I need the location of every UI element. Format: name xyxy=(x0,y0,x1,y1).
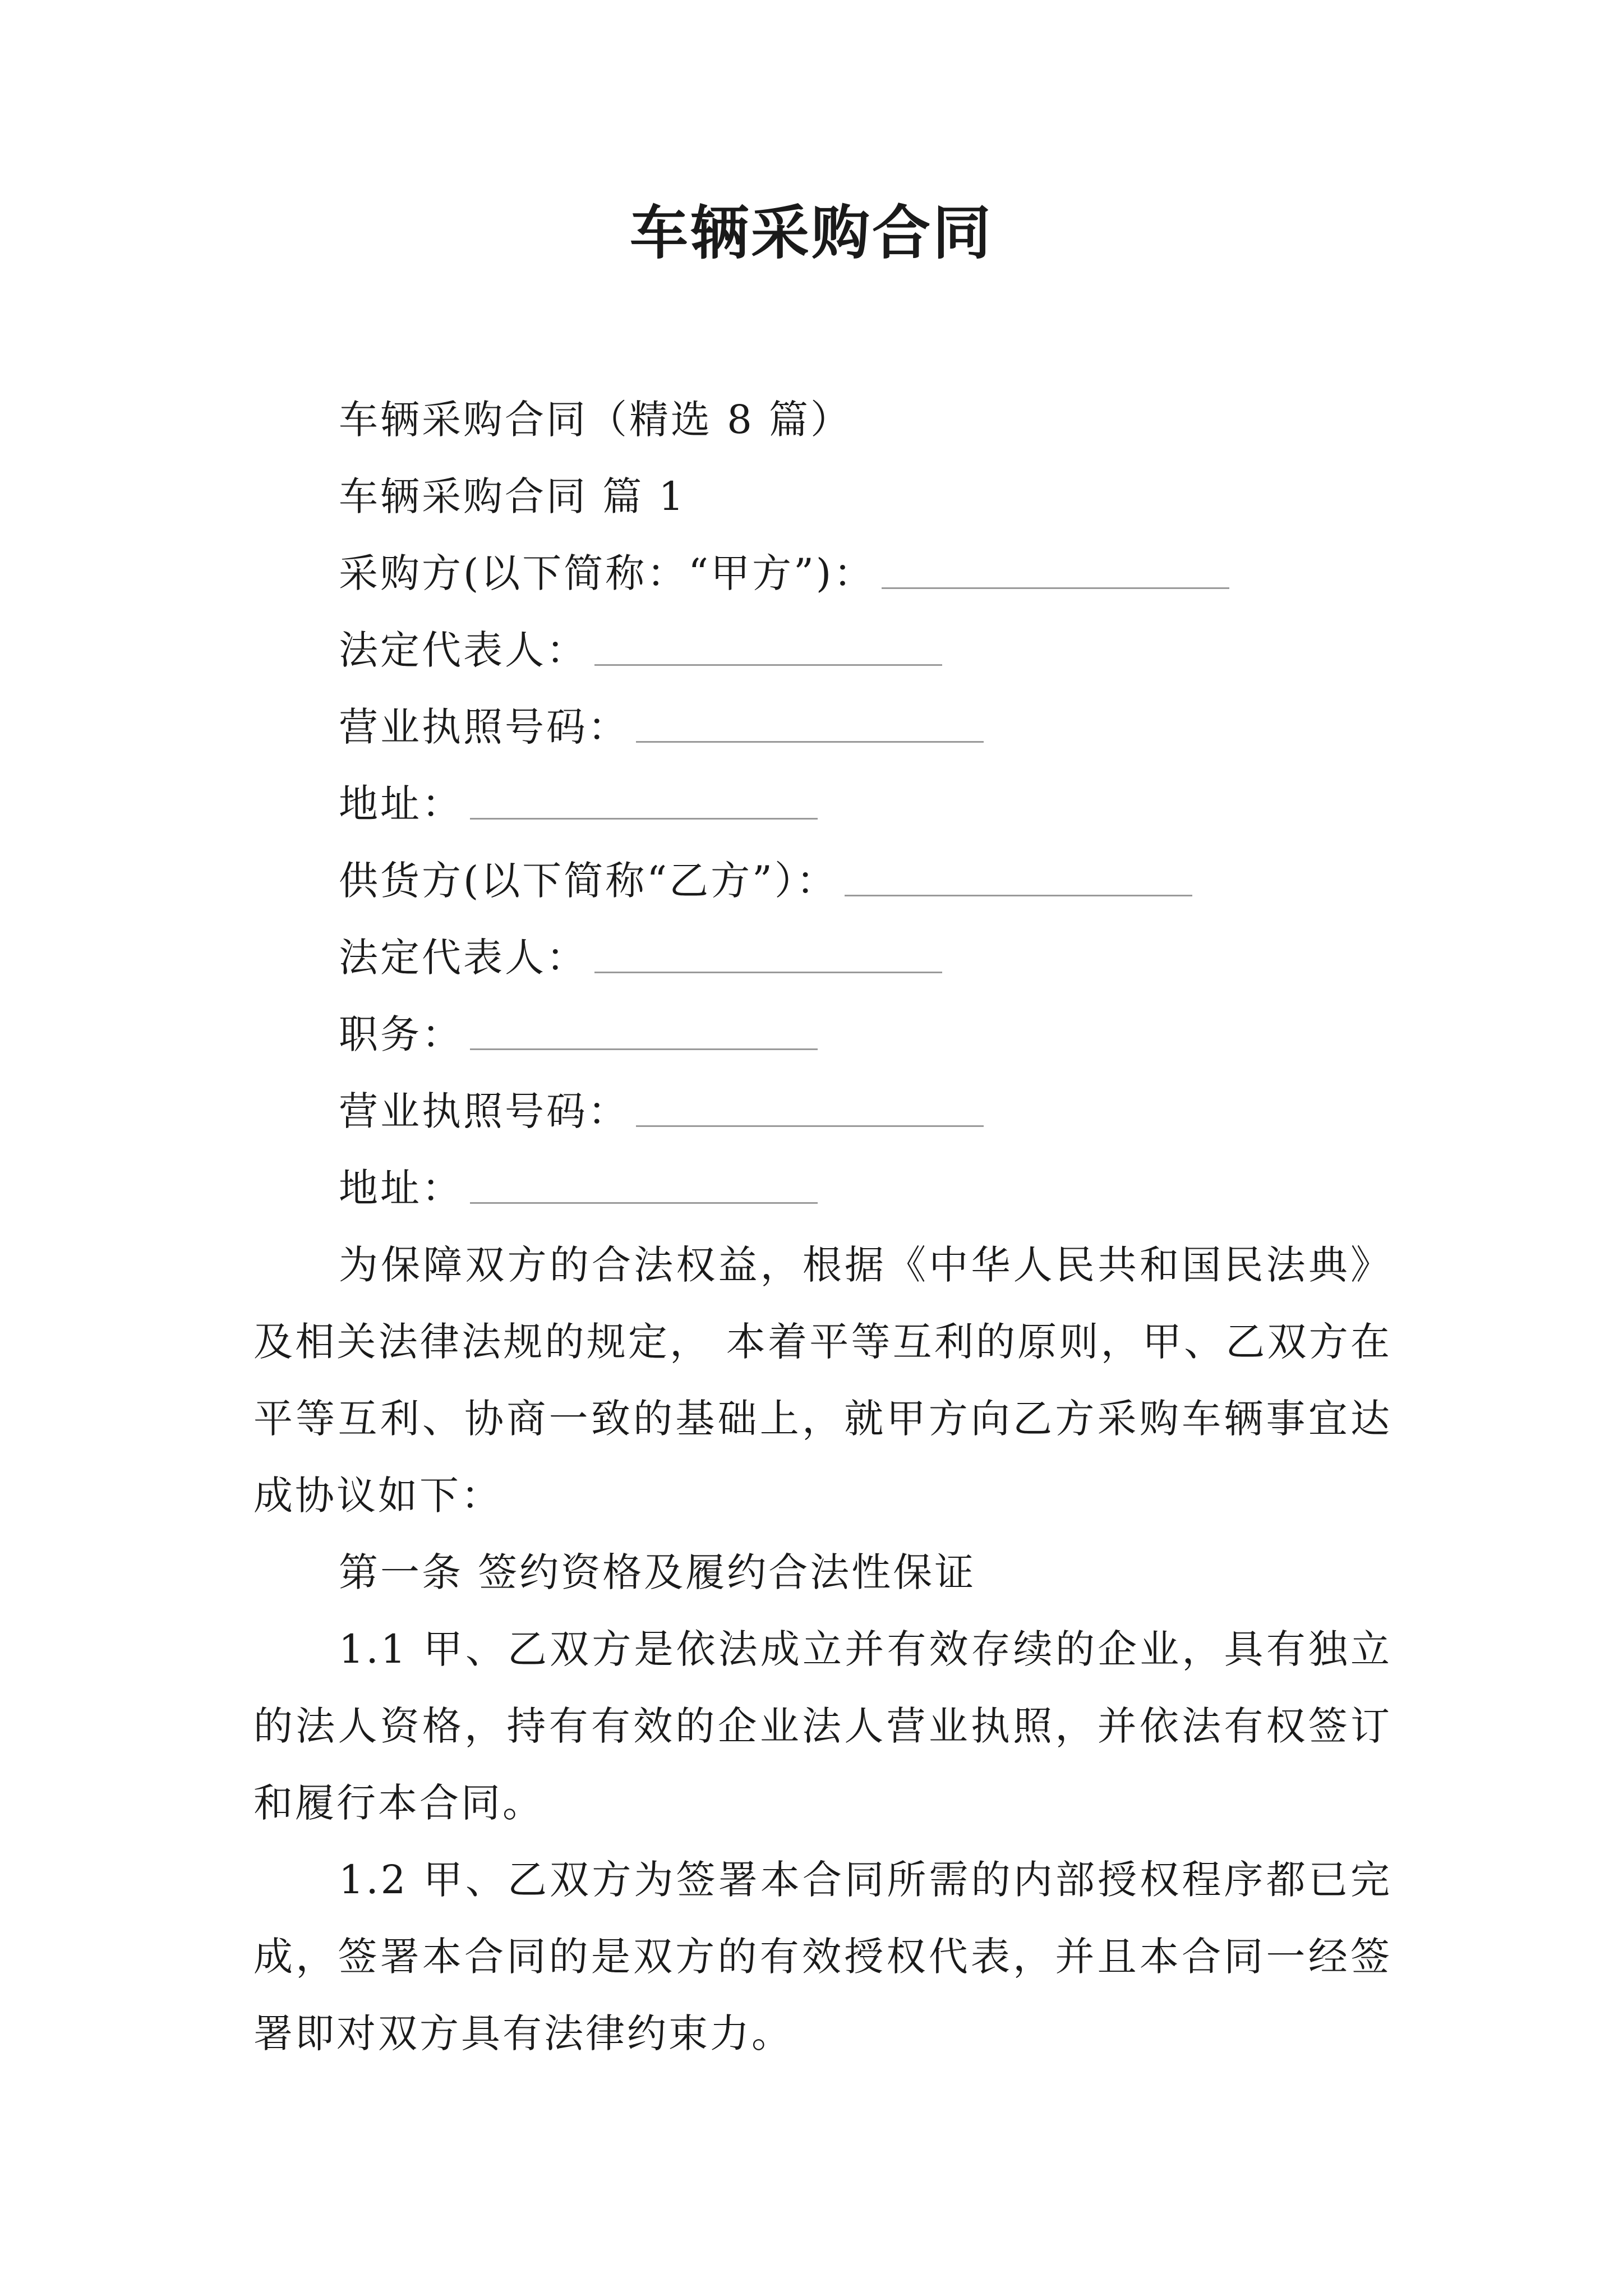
fill-in-blank xyxy=(594,969,942,973)
party-field-supplier-representative xyxy=(253,919,1392,996)
field-label: 营业执照号码： xyxy=(339,1088,629,1134)
document-body xyxy=(253,381,1392,2072)
field-label: 采购方(以下简称：“甲方”)： xyxy=(339,550,875,596)
field-label: 营业执照号码： xyxy=(339,704,629,750)
fill-in-blank xyxy=(636,739,984,743)
fill-in-blank xyxy=(470,1200,818,1204)
fill-in-blank xyxy=(470,1046,818,1050)
party-field-supplier-address xyxy=(253,1150,1392,1227)
document-subtitle: 车辆采购合同（精选 8 篇） xyxy=(339,397,852,443)
party-field-supplier-position xyxy=(253,996,1392,1073)
party-field-supplier xyxy=(253,843,1392,919)
party-field-supplier-license xyxy=(253,1073,1392,1150)
party-field-buyer xyxy=(253,535,1392,612)
field-label: 地址： xyxy=(339,1165,463,1211)
preamble-paragraph: 为保障双方的合法权益，根据《中华人民共和国民法典》及相关法律法规的规定， 本着平等互利的原则，甲、乙双方在平等互利、协商一致的基础上，就甲方向乙方采购车辆事宜达成协议如下： xyxy=(253,1242,1392,1519)
clause-paragraph: 1.2 甲、乙双方为签署本合同所需的内部授权程序都已完成，签署本合同的是双方的有效授权代表，并且本合同一经签署即对双方具有法律约束力。 xyxy=(253,1857,1392,2056)
document-title: 车辆采购合同 xyxy=(629,199,993,267)
article-heading: 第一条 签约资格及履约合法性保证 xyxy=(339,1549,976,1595)
field-label: 职务： xyxy=(339,1011,463,1057)
section-heading: 车辆采购合同 篇 1 xyxy=(339,473,686,519)
clause-paragraph: 1.1 甲、乙双方是依法成立并有效存续的企业，具有独立的法人资格，持有有效的企业法人营业执照，并依法有权签订和履行本合同。 xyxy=(253,1626,1392,1826)
field-label: 法定代表人： xyxy=(339,935,588,981)
field-label: 法定代表人： xyxy=(339,627,588,673)
field-label: 供货方(以下简称“乙方”）： xyxy=(339,858,838,904)
fill-in-blank xyxy=(470,816,818,820)
fill-in-blank xyxy=(594,662,942,666)
party-field-buyer-representative xyxy=(253,612,1392,689)
party-field-buyer-address xyxy=(253,766,1392,843)
fill-in-blank xyxy=(636,1123,984,1127)
field-label: 地址： xyxy=(339,781,463,827)
party-field-buyer-license xyxy=(253,689,1392,766)
fill-in-blank xyxy=(845,892,1192,896)
fill-in-blank xyxy=(882,585,1229,589)
